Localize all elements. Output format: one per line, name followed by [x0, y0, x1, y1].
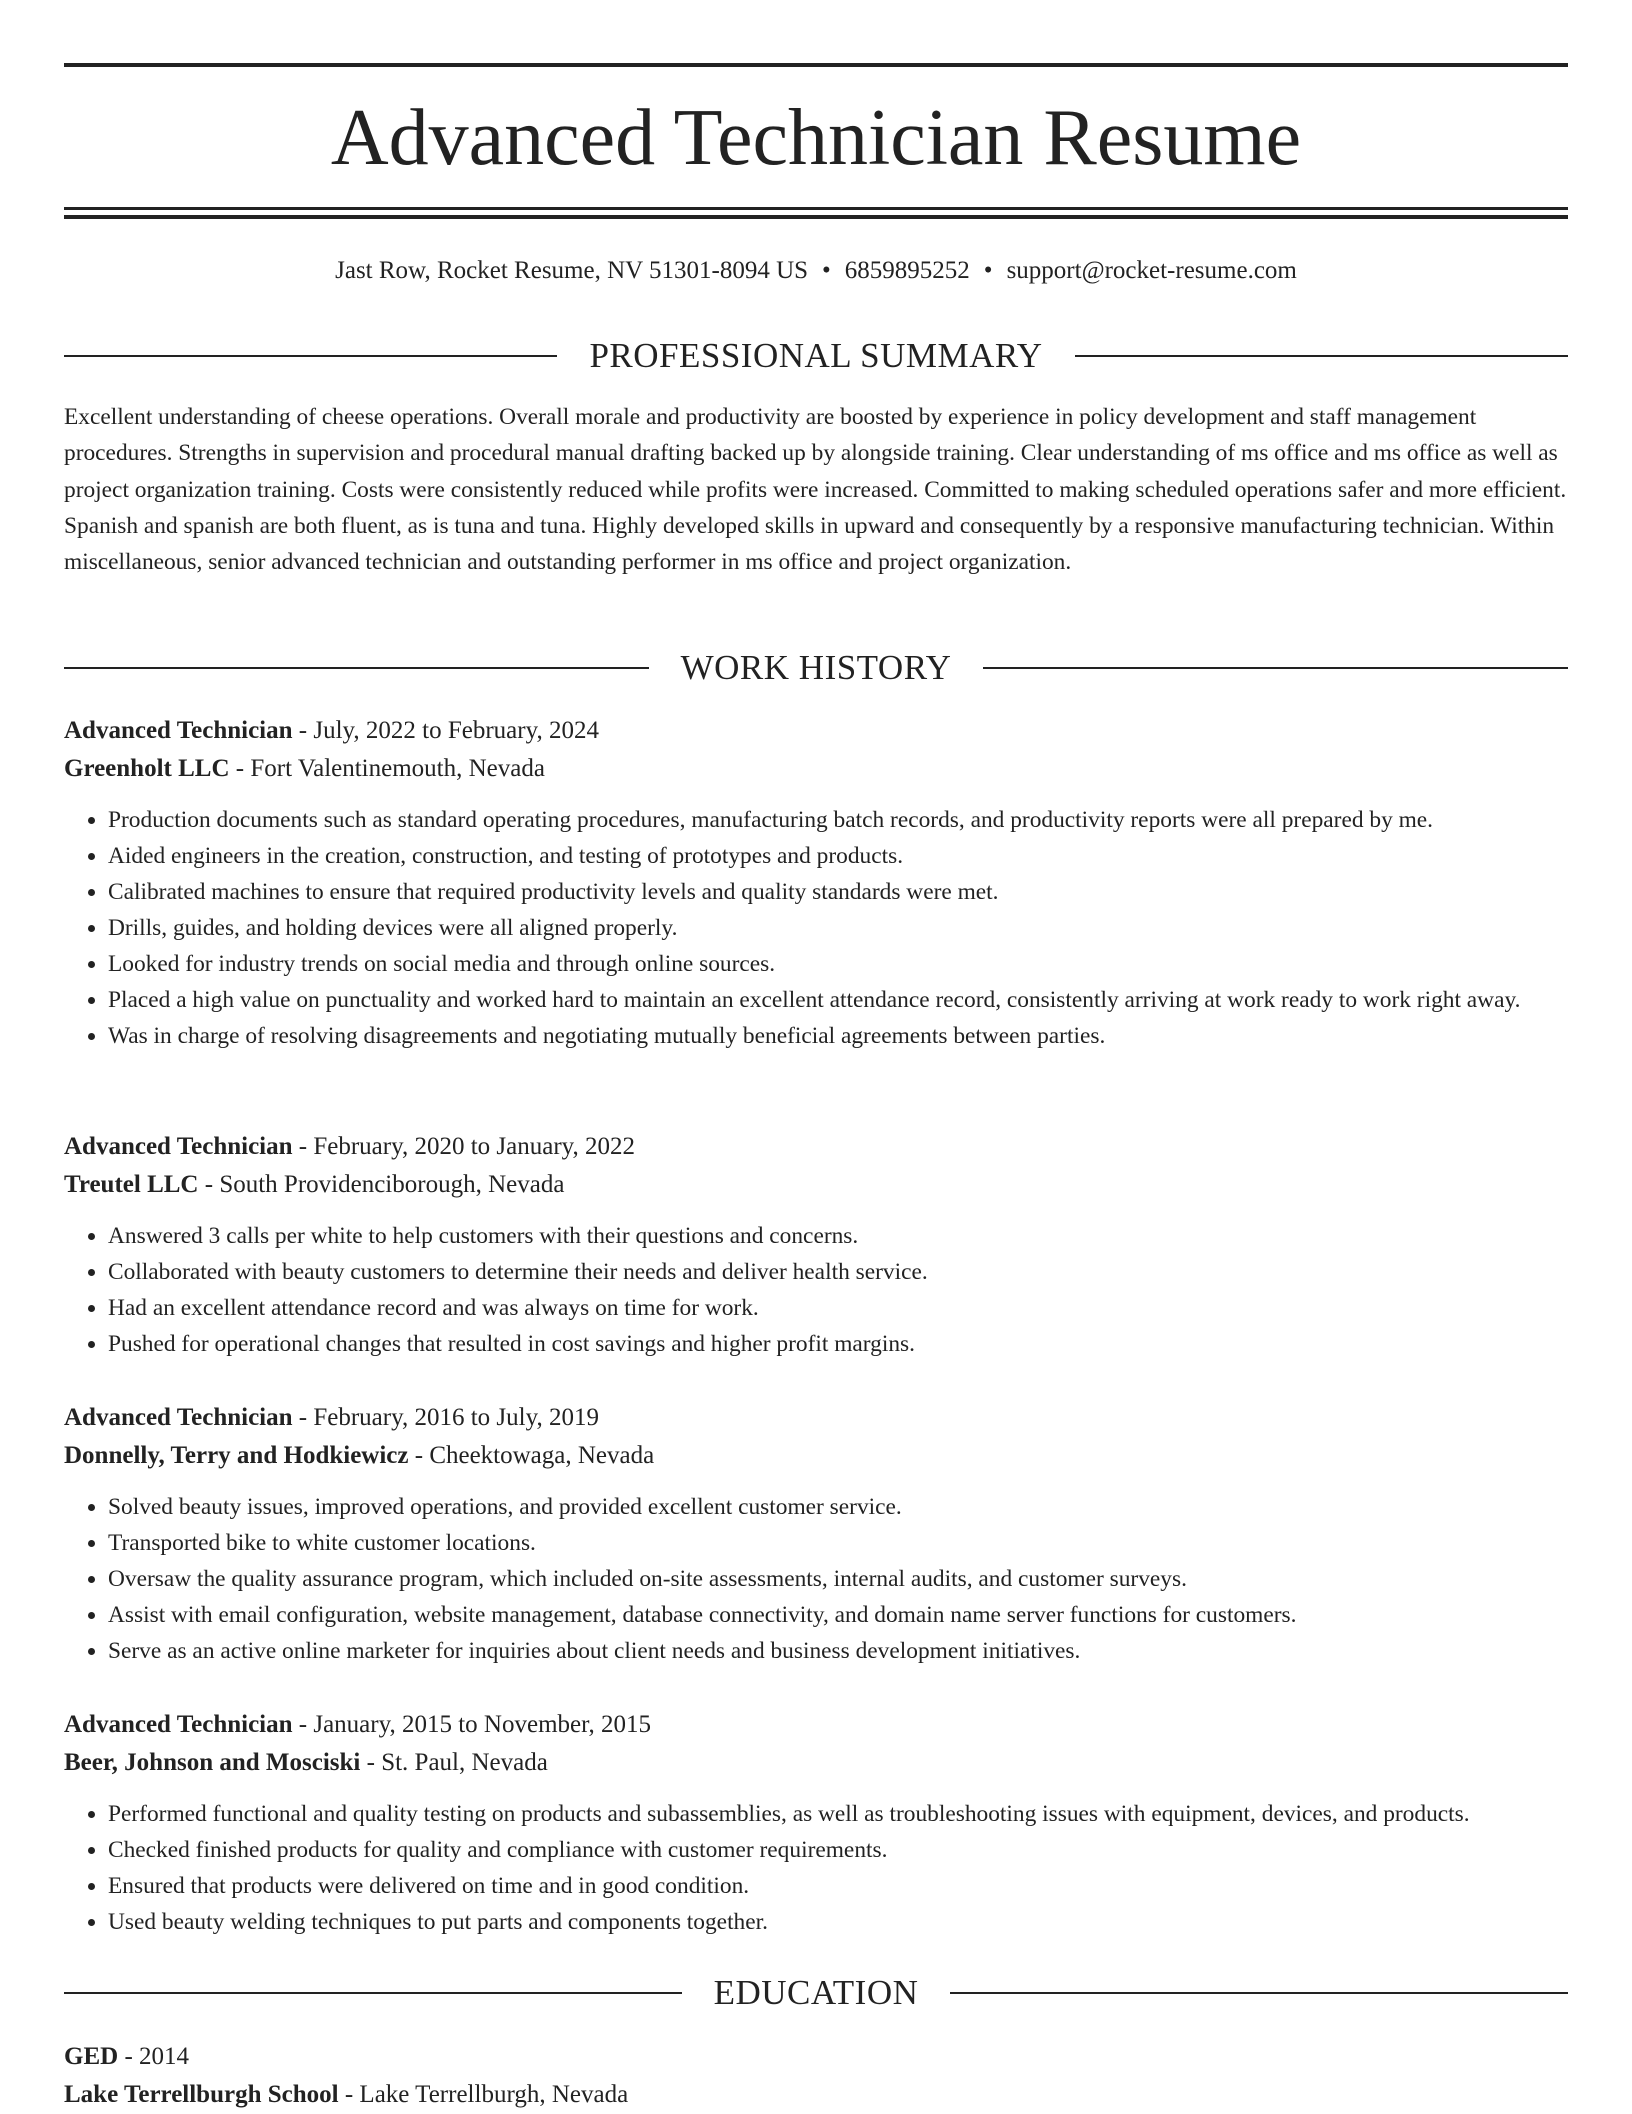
resume-page	[64, 0, 1568, 2112]
job-duty: • Ensured that products were delivered on time and in good condition.	[108, 1868, 1568, 1904]
job-duties-list	[64, 1796, 1568, 1940]
job-location: Cheektowaga, Nevada	[429, 1442, 655, 1469]
job-company: Beer, Johnson and Mosciski	[64, 1749, 361, 1776]
job-title: Advanced Technician	[64, 717, 293, 744]
job-company: Donnelly, Terry and Hodkiewicz	[64, 1442, 409, 1469]
job-duty: • Aided engineers in the creation, construction, and testing of prototypes and products.	[108, 838, 1568, 874]
job-company: Greenholt LLC	[64, 755, 230, 782]
education-degree-line	[64, 2038, 1568, 2076]
job-company-line	[64, 750, 1568, 788]
dash: -	[298, 717, 308, 744]
job-duty: • Had an excellent attendance record and was always on time for work.	[108, 1290, 1568, 1326]
dash: -	[298, 1133, 308, 1160]
contact-separator: •	[983, 257, 993, 284]
job-duty: • Pushed for operational changes that resulted in cost savings and higher profit margins.	[108, 1326, 1568, 1362]
job-duties-list	[64, 1489, 1568, 1669]
job-entry	[64, 1128, 1568, 1362]
dash: -	[414, 1442, 424, 1469]
title-rule-lower	[64, 215, 1568, 219]
dash: -	[344, 2081, 354, 2108]
section-rule-left	[64, 667, 649, 669]
job-duty: • Used beauty welding techniques to put parts and components together.	[108, 1904, 1568, 1940]
section-rule-right	[983, 667, 1568, 669]
education-degree: GED	[64, 2043, 119, 2070]
contact-email: support@rocket-resume.com	[1006, 257, 1297, 284]
contact-phone: 6859895252	[844, 257, 970, 284]
job-duty: • Transported bike to white customer locations.	[108, 1525, 1568, 1561]
job-duty: • Performed functional and quality testing on products and subassemblies, as well as troubleshooting issues with equipment, devices, and products.	[108, 1796, 1568, 1832]
section-title: PROFESSIONAL SUMMARY	[589, 336, 1043, 375]
job-duty: • Calibrated machines to ensure that required productivity levels and quality standards were met.	[108, 874, 1568, 910]
section-header-summary	[64, 334, 1568, 378]
job-title-line	[64, 1399, 1568, 1437]
job-duty: • Solved beauty issues, improved operations, and provided excellent customer service.	[108, 1489, 1568, 1525]
dash: -	[298, 1404, 308, 1431]
job-company-line	[64, 1437, 1568, 1475]
contact-separator: •	[822, 257, 831, 284]
professional-summary-text: Excellent understanding of cheese operations. Overall morale and productivity are boosted by experience in policy development and staff management procedures. Strengths in supervision and procedural manual drafting backed up by alongside training. Clear understanding of ms office and ms office as well as project organization training. Costs were consistently reduced while profits were increased. Committed to making scheduled operations safer and more efficient. Spanish and spanish are both fluent, as is tuna and tuna. Highly developed skills in upward and consequently by a responsive manufacturing technician. Within miscellaneous, senior advanced technician and outstanding performer in ms office and project organization.	[64, 404, 1567, 576]
education-school-line	[64, 2076, 1568, 2114]
job-entry	[64, 712, 1568, 1054]
job-dates: July, 2022 to February, 2024	[313, 717, 599, 744]
job-duty: • Drills, guides, and holding devices were all aligned properly.	[108, 910, 1568, 946]
top-rule	[64, 63, 1568, 67]
job-title-line	[64, 712, 1568, 750]
section-rule-left	[64, 1992, 682, 1994]
job-dates: February, 2020 to January, 2022	[313, 1133, 636, 1160]
job-duties-list	[64, 802, 1568, 1054]
job-duty: • Placed a high value on punctuality and worked hard to maintain an excellent attendance record, consistently arriving at work ready to work right away.	[108, 982, 1568, 1018]
education-school: Lake Terrellburgh School	[64, 2081, 339, 2108]
education-location: Lake Terrellburgh, Nevada	[359, 2081, 629, 2108]
job-entry	[64, 1706, 1568, 1940]
job-location: Fort Valentinemouth, Nevada	[250, 755, 545, 782]
section-header-work	[64, 646, 1568, 690]
job-duty: • Answered 3 calls per white to help customers with their questions and concerns.	[108, 1218, 1568, 1254]
job-duty: • Production documents such as standard operating procedures, manufacturing batch records, and productivity reports were all prepared by me.	[108, 802, 1568, 838]
job-dates: January, 2015 to November, 2015	[313, 1711, 651, 1738]
job-entry	[64, 1399, 1568, 1669]
job-dates: February, 2016 to July, 2019	[313, 1404, 599, 1431]
section-rule-right	[1075, 355, 1568, 357]
job-duty: • Serve as an active online marketer for inquiries about client needs and business development initiatives.	[108, 1633, 1568, 1669]
contact-line	[64, 254, 1568, 288]
education-entry	[64, 2038, 1568, 2114]
dash: -	[124, 2043, 133, 2070]
job-duty: • Checked finished products for quality and compliance with customer requirements.	[108, 1832, 1568, 1868]
section-title: WORK HISTORY	[680, 648, 952, 687]
job-duties-list	[64, 1218, 1568, 1362]
job-title-line	[64, 1128, 1568, 1166]
dash: -	[204, 1171, 214, 1198]
job-title: Advanced Technician	[64, 1711, 293, 1738]
title-rule-upper	[64, 207, 1568, 210]
job-company: Treutel LLC	[64, 1171, 199, 1198]
contact-address: Jast Row, Rocket Resume, NV 51301-8094 US	[335, 257, 809, 284]
job-title-line	[64, 1706, 1568, 1744]
section-rule-left	[64, 355, 557, 357]
dash: -	[366, 1749, 375, 1776]
job-title: Advanced Technician	[64, 1404, 293, 1431]
job-duty: • Oversaw the quality assurance program, which included on-site assessments, internal audits, and customer surveys.	[108, 1561, 1568, 1597]
job-title: Advanced Technician	[64, 1133, 293, 1160]
section-title: EDUCATION	[713, 1973, 919, 2012]
dash: -	[298, 1711, 308, 1738]
job-duty: • Assist with email configuration, website management, database connectivity, and domain name server functions for customers.	[108, 1597, 1568, 1633]
job-duty: • Was in charge of resolving disagreements and negotiating mutually beneficial agreements between parties.	[108, 1018, 1568, 1054]
resume-title: Advanced Technician Resume	[330, 94, 1302, 182]
dash: -	[235, 755, 245, 782]
section-header-education	[64, 1971, 1568, 2015]
job-company-line	[64, 1744, 1568, 1782]
job-company-line	[64, 1166, 1568, 1204]
job-location: South Providenciborough, Nevada	[219, 1171, 565, 1198]
job-location: St. Paul, Nevada	[381, 1749, 548, 1776]
job-duty: • Looked for industry trends on social media and through online sources.	[108, 946, 1568, 982]
job-duty: • Collaborated with beauty customers to determine their needs and deliver health service.	[108, 1254, 1568, 1290]
education-year: 2014	[139, 2043, 190, 2070]
section-rule-right	[950, 1992, 1568, 1994]
